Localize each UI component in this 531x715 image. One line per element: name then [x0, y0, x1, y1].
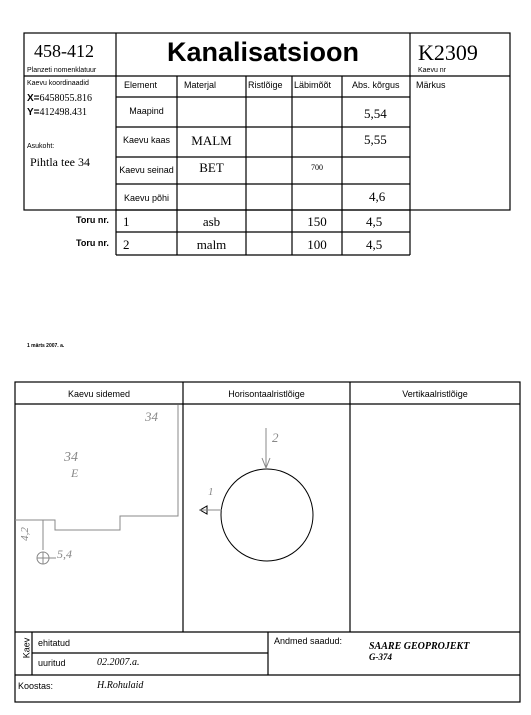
pipe-number: 1: [123, 214, 130, 229]
col-material: Materjal: [184, 80, 217, 90]
well-circle: [221, 469, 313, 561]
col-notes: Märkus: [416, 80, 446, 90]
row-elevation: 4,6: [369, 189, 386, 204]
col-element: Element: [124, 80, 158, 90]
coords-label: Kaevu koordinaadid: [27, 80, 89, 87]
row-element: Kaevu põhi: [123, 193, 170, 203]
row-diameter: 700: [311, 163, 323, 172]
pipe-label: Toru nr.: [76, 215, 109, 225]
pipe-diameter: 100: [307, 237, 327, 252]
built-label: ehitatud: [38, 638, 71, 648]
form-title: Kanalisatsioon: [166, 37, 360, 67]
row-element: Kaevu kaas: [122, 135, 171, 145]
row-material: MALM: [191, 133, 232, 148]
footer-side-label: Kaev: [21, 637, 32, 659]
pipe-material: malm: [196, 237, 227, 252]
well-id-caption: Kaevu nr: [418, 67, 447, 74]
links-header: Kaevu sidemed: [67, 389, 131, 399]
data-from-sub: G-374: [369, 652, 392, 662]
date-stamp: 1 märts 2007. a.: [27, 343, 65, 349]
row-element: Maapind: [129, 106, 164, 116]
row-elevation: 5,54: [364, 106, 387, 121]
pipe-number: 2: [123, 237, 130, 252]
row-elevation: 5,55: [364, 132, 387, 147]
location-value: Pihtla tee 34: [30, 155, 90, 169]
x-coordinate: X=6458055.816: [27, 93, 93, 104]
annotation-arrow-top: 2: [272, 430, 279, 445]
compiled-label: Koostas:: [18, 681, 54, 691]
data-from-label: Andmed saadud:: [274, 636, 343, 646]
col-elevation: Abs. kõrgus: [352, 80, 400, 90]
map-number-caption: Planzeti nomenklatuur: [27, 67, 97, 74]
pipe-elevation: 4,5: [366, 214, 383, 229]
annotation-arrow-left: 1: [208, 486, 214, 498]
well-id: K2309: [418, 40, 478, 65]
surveyed-value: 02.2007.a.: [97, 657, 140, 668]
pipe-elevation: 4,5: [366, 237, 383, 252]
annotation-house-sub: E: [71, 466, 79, 480]
horizontal-header: Horisontaalristlõige: [228, 389, 305, 399]
pipe-label: Toru nr.: [76, 238, 109, 248]
annotation-top-right: 34: [145, 409, 158, 424]
col-section: Ristlõige: [248, 80, 283, 90]
pipe-material: asb: [202, 214, 221, 229]
map-number: 458-412: [34, 41, 94, 61]
annotation-house: 34: [64, 450, 78, 465]
vertical-header: Vertikaalristlõige: [402, 389, 468, 399]
data-from-value: SAARE GEOPROJEKT: [369, 641, 470, 652]
annotation-side: 4,2: [18, 527, 31, 541]
row-material: BET: [199, 160, 224, 175]
row-element: Kaevu seinad: [119, 165, 174, 175]
compiled-value: H.Rohulaid: [97, 680, 144, 691]
surveyed-label: uuritud: [38, 658, 66, 668]
col-diameter: Läbimõõt: [294, 80, 332, 90]
y-coordinate: Y=412498.431: [27, 107, 88, 118]
annotation-bottom: 5,4: [57, 547, 72, 561]
location-label: Asukoht:: [27, 143, 55, 150]
pipe-diameter: 150: [307, 214, 327, 229]
